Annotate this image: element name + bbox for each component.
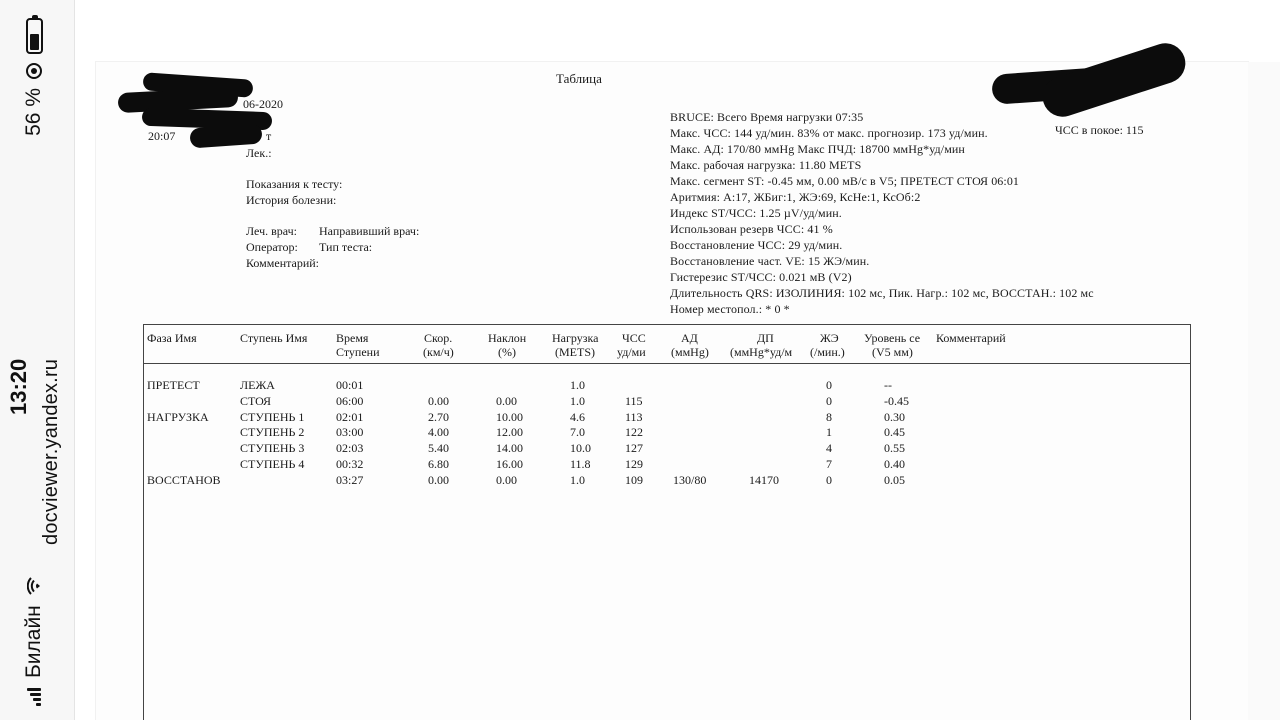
summary-line-5: Макс. сегмент ST: -0.45 мм, 0.00 мВ/с в V5; ПРЕТЕСТ СТОЯ 06:01: [670, 174, 1020, 188]
summary-line-6: Аритмия: А:17, ЖБиг:1, ЖЭ:69, КсНе:1, КсОб:2: [670, 190, 921, 204]
url-label: docviewer.yandex.ru: [40, 358, 62, 545]
page-edge: [1248, 62, 1280, 720]
battery-level-fill: [30, 34, 39, 50]
clock: 13:20: [6, 358, 31, 415]
cell-grade: 0.00: [496, 393, 517, 408]
th-dp-2: (ммHg*уд/м: [730, 345, 793, 359]
cell-pvc: 0: [826, 472, 832, 487]
cell-st: 0.40: [884, 457, 905, 471]
summary-line-11: Гистерезис ST/ЧСС: 0.021 мВ (V2): [670, 270, 852, 284]
cell-bp: 130/80: [673, 472, 707, 487]
table-header-divider: [144, 363, 1190, 364]
cell-time: 00:32: [336, 457, 364, 471]
th-grade-1: Наклон: [488, 331, 527, 345]
cell-time: 06:00: [336, 393, 364, 408]
cell-load: 1.0: [570, 393, 585, 408]
cell-speed: 2.70: [428, 409, 449, 424]
header-fragment-2: 20:07: [148, 129, 176, 143]
cell-phase: ПРЕТЕСТ: [147, 378, 200, 392]
cell-time: 02:03: [336, 441, 364, 456]
th-phase: Фаза Имя: [147, 331, 197, 345]
cell-grade: 14.00: [496, 441, 523, 456]
cell-speed: 0.00: [428, 472, 449, 487]
cell-hr: 127: [625, 441, 643, 456]
cell-st: --: [884, 378, 892, 392]
header-indications: Показания к тесту:: [246, 177, 343, 191]
cell-pvc: 4: [826, 441, 832, 456]
th-bp-1: АД: [681, 331, 698, 345]
cell-hr: 115: [625, 393, 643, 408]
cell-hr: 109: [625, 472, 643, 487]
cell-pvc: 1: [826, 425, 832, 440]
th-pvc-1: ЖЭ: [820, 331, 839, 345]
header-fragment-1: т: [266, 129, 272, 143]
cell-hr: 122: [625, 425, 643, 440]
cell-phase: ВОССТАНОВ: [147, 472, 221, 487]
cell-st: -0.45: [884, 393, 909, 408]
summary-line-12: Длительность QRS: ИЗОЛИНИЯ: 102 мс, Пик. Нагр.: 102 мс, ВОССТАН.: 102 мс: [670, 286, 1094, 300]
rotation-lock-icon: [26, 63, 42, 79]
cell-time: 03:00: [336, 425, 364, 440]
document-title: Таблица: [556, 71, 602, 86]
cell-grade: 16.00: [496, 457, 523, 471]
cell-grade: 10.00: [496, 409, 523, 424]
th-st-2: (V5 мм): [872, 345, 913, 359]
cell-stage: СТУПЕНЬ 2: [240, 425, 305, 440]
summary-line-8: Использован резерв ЧСС: 41 %: [670, 222, 833, 236]
header-history: История болезни:: [246, 193, 337, 207]
cell-load: 1.0: [570, 472, 585, 487]
cell-hr: 129: [625, 457, 643, 471]
wifi-icon: [27, 577, 41, 595]
stage-table: [143, 324, 1191, 720]
th-stage: Ступень Имя: [240, 331, 308, 345]
th-hr-2: уд/ми: [617, 345, 646, 359]
cell-load: 10.0: [570, 441, 591, 456]
carrier-name: Билайн: [22, 605, 45, 678]
th-dp-1: ДП: [757, 331, 774, 345]
cell-time: 02:01: [336, 409, 364, 424]
th-grade-2: (%): [498, 345, 516, 359]
th-time-1: Время: [336, 331, 369, 345]
summary-line-10: Восстановление част. VE: 15 ЖЭ/мин.: [670, 254, 870, 268]
summary-line-2: Макс. ЧСС: 144 уд/мин. 83% от макс. прогнозир. 173 уд/мин.: [670, 126, 988, 140]
cell-stage: СТУПЕНЬ 3: [240, 441, 305, 456]
cell-st: 0.05: [884, 472, 905, 487]
summary-line-9: Восстановление ЧСС: 29 уд/мин.: [670, 238, 843, 252]
header-operator: Оператор:: [246, 240, 298, 254]
cell-pvc: 8: [826, 409, 832, 424]
header-doctor: Леч. врач:: [246, 224, 297, 238]
cell-load: 7.0: [570, 425, 585, 440]
th-speed-2: (км/ч): [423, 345, 454, 359]
summary-line-1: BRUCE: Всего Время нагрузки 07:35: [670, 110, 864, 124]
cell-pvc: 0: [826, 378, 832, 392]
cell-pvc: 0: [826, 393, 832, 408]
battery-icon: [26, 18, 43, 54]
cell-hr: 113: [625, 409, 643, 424]
cell-grade: 0.00: [496, 472, 517, 487]
cell-time: 00:01: [336, 378, 364, 392]
summary-line-3: Макс. АД: 170/80 ммHg Макс ПЧД: 18700 ммHg*уд/мин: [670, 142, 965, 156]
cell-grade: 12.00: [496, 425, 523, 440]
th-load-2: (METS): [555, 345, 595, 359]
resting-hr: ЧСС в покое: 115: [1055, 123, 1144, 137]
battery-percent: 56 %: [22, 88, 45, 136]
cell-stage: ЛЕЖА: [240, 378, 275, 392]
th-time-2: Ступени: [336, 345, 380, 359]
status-bar: [0, 0, 75, 720]
cell-stage: СТУПЕНЬ 4: [240, 457, 305, 471]
cell-st: 0.55: [884, 441, 905, 456]
header-lek: Лек.:: [246, 146, 272, 160]
cell-phase: НАГРУЗКА: [147, 409, 209, 424]
header-test-type: Тип теста:: [319, 240, 373, 254]
cell-dp: 14170: [749, 472, 779, 487]
cell-speed: 4.00: [428, 425, 449, 440]
header-date-fragment: 06-2020: [243, 97, 283, 111]
th-hr-1: ЧСС: [622, 331, 646, 345]
th-load-1: Нагрузка: [552, 331, 599, 345]
cell-stage: СТОЯ: [240, 393, 271, 408]
cell-pvc: 7: [826, 457, 832, 471]
header-referring: Направивший врач:: [319, 224, 420, 238]
th-speed-1: Скор.: [424, 331, 453, 345]
th-pvc-2: (/мин.): [810, 345, 845, 359]
cell-load: 11.8: [570, 457, 591, 471]
summary-line-13: Номер местопол.: * 0 *: [670, 302, 790, 316]
summary-line-4: Макс. рабочая нагрузка: 11.80 METS: [670, 158, 862, 172]
cell-stage: СТУПЕНЬ 1: [240, 409, 305, 424]
cell-speed: 6.80: [428, 457, 449, 471]
th-comment: Комментарий: [936, 331, 1006, 345]
cell-speed: 0.00: [428, 393, 449, 408]
cell-st: 0.45: [884, 425, 905, 440]
cellular-signal-icon: [27, 688, 41, 706]
summary-line-7: Индекс ST/ЧСС: 1.25 µV/уд/мин.: [670, 206, 842, 220]
th-st-1: Уровень се: [864, 331, 921, 345]
cell-time: 03:27: [336, 472, 364, 487]
cell-load: 1.0: [570, 378, 585, 392]
header-comment: Комментарий:: [246, 256, 320, 270]
cell-st: 0.30: [884, 409, 905, 424]
cell-speed: 5.40: [428, 441, 449, 456]
th-bp-2: (ммHg): [671, 345, 709, 359]
cell-load: 4.6: [570, 409, 585, 424]
